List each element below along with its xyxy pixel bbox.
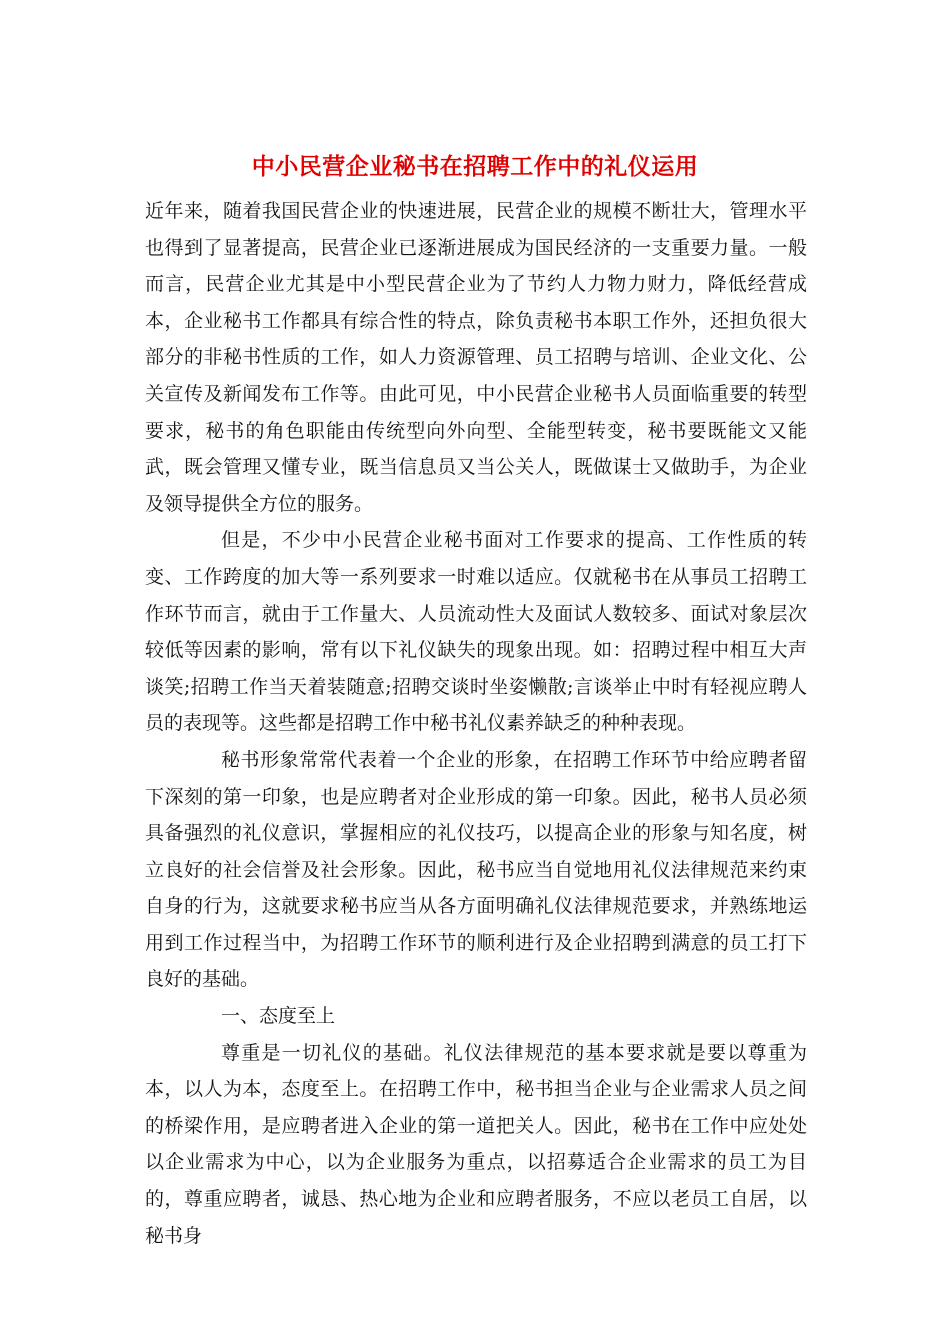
- document-title: 中小民营企业秘书在招聘工作中的礼仪运用: [251, 153, 699, 180]
- document-body: [145, 193, 807, 1254]
- paragraph-image: 秘书形象常常代表着一个企业的形象，在招聘工作环节中给应聘者留下深刻的第一印象，也是应聘者对企业形成的第一印象。因此，秘书人员必须具备强烈的礼仪意识，掌握相应的礼仪技巧，以提高企业的形象与知名度，树立良好的社会信誉及社会形象。因此，秘书应当自觉地用礼仪法律规范来约束自身的行为，这就要求秘书应当从各方面明确礼仪法律规范要求，并熟练地运用到工作过程当中，为招聘工作环节的顺利进行及企业招聘到满意的员工打下良好的基础。: [145, 748, 807, 991]
- paragraph-problems: 但是，不少中小民营企业秘书面对工作要求的提高、工作性质的转变、工作跨度的加大等一系列要求一时难以适应。仅就秘书在从事员工招聘工作环节而言，就由于工作量大、人员流动性大及面试人数较多、面试对象层次较低等因素的影响，常有以下礼仪缺失的现象出现。如：招聘过程中相互大声谈笑;招聘工作当天着装随意;招聘交谈时坐姿懒散;言谈举止中时有轻视应聘人员的表现等。这些都是招聘工作中秘书礼仪素养缺乏的种种表现。: [145, 529, 807, 735]
- paragraph-respect: 尊重是一切礼仪的基础。礼仪法律规范的基本要求就是要以尊重为本，以人为本，态度至上。在招聘工作中，秘书担当企业与企业需求人员之间的桥梁作用，是应聘者进入企业的第一道把关人。因此，秘书在工作中应处处以企业需求为中心，以为企业服务为重点，以招募适合企业需求的员工为目的，尊重应聘者，诚恳、热心地为企业和应聘者服务，不应以老员工自居，以秘书身: [145, 1041, 807, 1247]
- paragraph-intro: 近年来，随着我国民营企业的快速进展，民营企业的规模不断壮大，管理水平也得到了显著提高，民营企业已逐渐进展成为国民经济的一支重要力量。一般而言，民营企业尤其是中小型民营企业为了节约人力物力财力，降低经营成本，企业秘书工作都具有综合性的特点，除负责秘书本职工作外，还担负很大部分的非秘书性质的工作，如人力资源管理、员工招聘与培训、企业文化、公关宣传及新闻发布工作等。由此可见，中小民营企业秘书人员面临重要的转型要求，秘书的角色职能由传统型向外向型、全能型转变，秘书要既能文又能武，既会管理又懂专业，既当信息员又当公关人，既做谋士又做助手，为企业及领导提供全方位的服务。: [145, 200, 807, 515]
- section-heading-attitude: 一、态度至上: [221, 1005, 336, 1028]
